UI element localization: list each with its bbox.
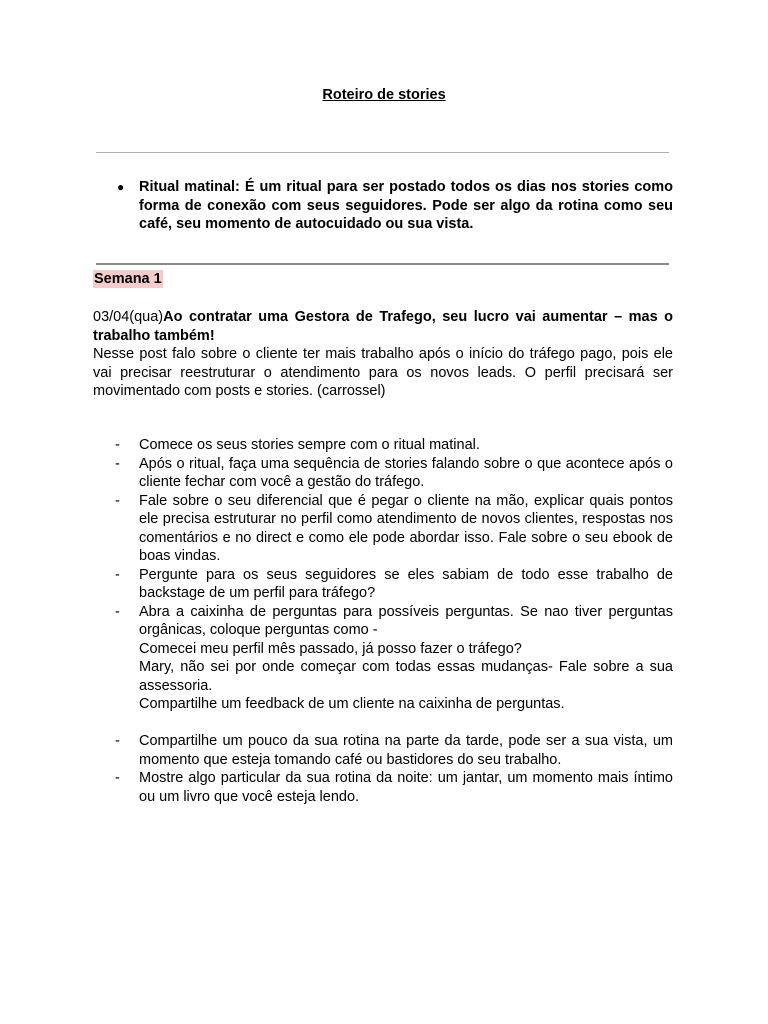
post-description: Nesse post falo sobre o cliente ter mais trabalho após o início do tráfego pago, pois ele vai precisar reestruturar o atendimento para os novos leads. O perfil precisará ser movimentado com posts e stories. (carrossel) <box>93 346 673 399</box>
dash-marker: - <box>115 437 120 453</box>
list-item <box>93 566 673 603</box>
list-item-text: Abra a caixinha de perguntas para possíveis perguntas. Se nao tiver perguntas orgânicas, coloque perguntas como - <box>139 603 673 638</box>
task-list <box>93 436 673 806</box>
dash-marker: - <box>115 603 120 620</box>
intro-text: Ritual matinal: É um ritual para ser postado todos os dias nos stories como forma de conexão com seus seguidores. Pode ser algo da rotina como seu café, seu momento de autocuidado ou sua vista. <box>139 179 673 232</box>
example-question-1: Comecei meu perfil mês passado, já posso fazer o tráfego? <box>139 640 522 657</box>
dash-marker: - <box>115 455 120 472</box>
dash-marker: - <box>115 733 120 749</box>
list-item <box>93 455 673 492</box>
post-date: 03/04(qua) <box>93 309 164 325</box>
post-entry <box>93 308 673 401</box>
list-item-text: Mostre algo particular da sua rotina da noite: um jantar, um momento mais íntimo ou um livro que você esteja lendo. <box>139 770 673 805</box>
dash-marker: - <box>115 770 120 786</box>
list-item-text: Após o ritual, faça uma sequência de stories falando sobre o que acontece após o cliente fechar com você a gestão do tráfego. <box>139 455 673 490</box>
dash-marker: - <box>115 566 120 583</box>
list-item <box>93 603 673 714</box>
list-item <box>93 732 673 769</box>
divider-top <box>96 152 669 153</box>
list-item-text: Compartilhe um pouco da sua rotina na parte da tarde, pode ser a sua vista, um momento que esteja tomando café ou bastidores do seu trabalho. <box>139 733 673 768</box>
list-item <box>93 769 673 806</box>
list-item-note: Compartilhe um feedback de um cliente na caixinha de perguntas. <box>139 696 565 712</box>
list-item-text: Fale sobre o seu diferencial que é pegar o cliente na mão, explicar quais pontos ele precisa estruturar no perfil como atendimento de novos clientes, respostas nos comentários e no direct e como ele pode abordar isso. Fale sobre o seu ebook de boas vindas. <box>139 492 673 564</box>
list-spacer <box>93 714 673 733</box>
week-label: Semana 1 <box>94 271 162 287</box>
bullet-icon: ● <box>117 180 125 194</box>
dash-marker: - <box>115 492 120 509</box>
post-headline: Ao contratar uma Gestora de Trafego, seu lucro vai aumentar – mas o trabalho também! <box>93 309 673 344</box>
example-question-2: Mary, não sei por onde começar com todas essas mudanças- Fale sobre a sua assessoria. <box>139 659 673 694</box>
list-item <box>93 436 673 455</box>
list-item-text: Comece os seus stories sempre com o ritual matinal. <box>139 437 480 453</box>
intro-bullet-item <box>117 178 673 234</box>
divider-bottom <box>96 263 669 265</box>
list-item-text: Pergunte para os seus seguidores se eles sabiam de todo esse trabalho de backstage de um perfil para tráfego? <box>139 566 673 601</box>
list-item <box>93 492 673 566</box>
page-title: Roteiro de stories <box>322 87 446 103</box>
